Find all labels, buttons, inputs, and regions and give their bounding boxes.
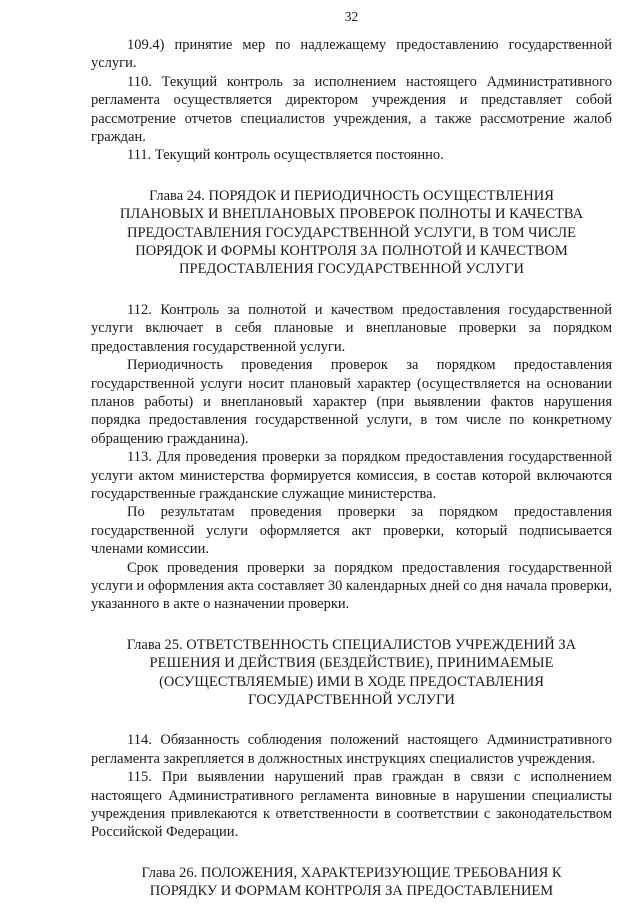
heading-line: ПОРЯДКУ И ФОРМАМ КОНТРОЛЯ ЗА ПРЕДОСТАВЛЕНИЕМ xyxy=(149,883,554,900)
heading-line: РЕШЕНИЯ И ДЕЙСТВИЯ (БЕЗДЕЙСТВИЕ), ПРИНИМАЕМЫЕ xyxy=(149,655,554,672)
paragraph-inspection-results: По результатам проведения проверки за порядком предоставления государственной услуги оформляется акт проверки, который подписывается членами комиссии. xyxy=(91,504,612,558)
paragraph-113: 113. Для проведения проверки за порядком предоставления государственной услуги актом министерства формируется комиссия, в состав которой включаются государственные гражданские служащие министерства. xyxy=(91,449,612,502)
heading-line: Глава 26. ПОЛОЖЕНИЯ, ХАРАКТЕРИЗУЮЩИЕ ТРЕБОВАНИЯ К xyxy=(141,864,562,881)
section-current-control xyxy=(91,36,612,165)
heading-line: Глава 25. ОТВЕТСТВЕННОСТЬ СПЕЦИАЛИСТОВ УЧРЕЖДЕНИЙ ЗА xyxy=(126,636,577,653)
heading-line: (ОСУЩЕСТВЛЯЕМЫЕ) ИМИ В ХОДЕ ПРЕДОСТАВЛЕНИЯ xyxy=(159,673,544,690)
paragraph-111: 111. Текущий контроль осуществляется постоянно. xyxy=(127,147,444,164)
paragraph-114: 114. Обязанность соблюдения положений настоящего Административного регламента закрепляется в должностных инструкциях специалистов учреждения. xyxy=(91,732,612,767)
heading-line: Глава 24. ПОРЯДОК И ПЕРИОДИЧНОСТЬ ОСУЩЕСТВЛЕНИЯ xyxy=(149,187,554,204)
heading-line: ГОСУДАРСТВЕННОЙ УСЛУГИ xyxy=(248,692,455,708)
paragraph-115: 115. При выявлении нарушений прав граждан в связи с исполнением настоящего Административного регламента виновные в нарушении специалисты учреждения привлекаются к ответственности в соответствии с законодательством Российской Федерации. xyxy=(91,769,612,841)
paragraph-109-4: 109.4) принятие мер по надлежащему предоставлению государственной услуги. xyxy=(91,37,612,72)
chapter-26-heading xyxy=(91,864,612,901)
heading-line: ПРЕДОСТАВЛЕНИЯ ГОСУДАРСТВЕННОЙ УСЛУГИ, В ТОМ ЧИСЛЕ xyxy=(126,224,576,241)
paragraph-110: 110. Текущий контроль за исполнением настоящего Административного регламента осуществляется директором учреждения и представляет собой рассмотрение отчетов специалистов учреждения, а также рассмотрение жалоб граждан. xyxy=(91,73,612,146)
section-responsibility xyxy=(91,731,612,841)
chapter-25-heading xyxy=(91,636,612,710)
heading-line: ПРЕДОСТАВЛЕНИЯ ГОСУДАРСТВЕННОЙ УСЛУГИ xyxy=(179,261,524,278)
paragraph-112: 112. Контроль за полнотой и качеством предоставления государственной услуги включает в себя плановые и внеплановые проверки за порядком предоставления государственной услуги. xyxy=(91,301,612,355)
heading-line: ПЛАНОВЫХ И ВНЕПЛАНОВЫХ ПРОВЕРОК ПОЛНОТЫ И КАЧЕСТВА xyxy=(119,206,584,223)
chapter-24-heading xyxy=(91,187,612,279)
page-number: 32 xyxy=(344,9,359,24)
section-inspections xyxy=(91,301,612,614)
heading-line: ПОРЯДОК И ФОРМЫ КОНТРОЛЯ ЗА ПОЛНОТОЙ И КАЧЕСТВОМ xyxy=(135,243,568,260)
paragraph-inspection-term: Срок проведения проверки за порядком предоставления государственной услуги и оформления акта составляет 30 календарных дней со дня начала проверки, указанного в акте о назначении проверки. xyxy=(91,559,612,613)
paragraph-periodicity: Периодичность проведения проверок за порядком предоставления государственной услуги носит плановый характер (осуществляется на основании планов работы) и внеплановый характер (при выявлении фактов нарушения порядка предоставления государственной услуги, в том числе по конкретному обращению гражданина). xyxy=(91,357,612,447)
